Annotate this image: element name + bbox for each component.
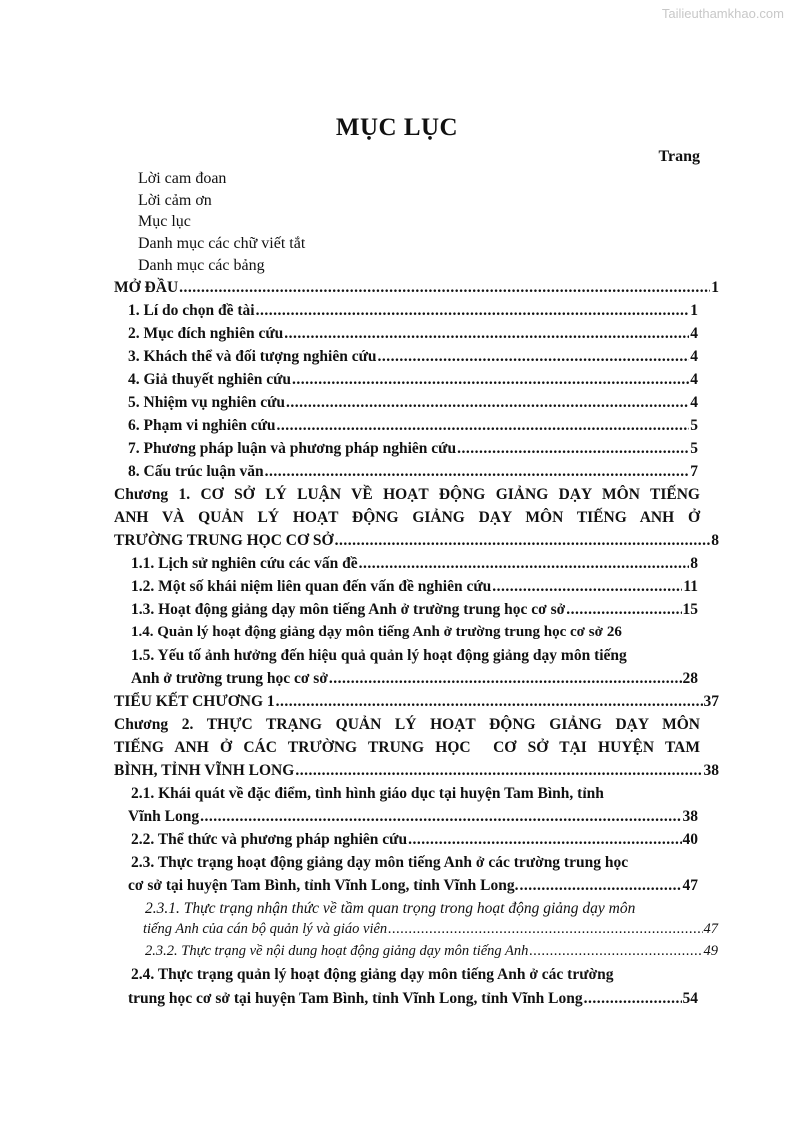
toc-entry-text: trung học cơ sở tại huyện Tam Bình, tỉnh Vĩnh Long, tỉnh Vĩnh Long [128, 990, 583, 1007]
toc-entry[interactable] [128, 325, 698, 343]
toc-entry[interactable] [128, 394, 698, 412]
toc-chapter-1-line-2[interactable]: ANH VÀ QUẢN LÝ HOẠT ĐỘNG GIẢNG DẠY MÔN TIẾNG ANH Ở [114, 509, 700, 526]
toc-page-number: 4 [690, 394, 698, 411]
toc-entry[interactable] [128, 302, 698, 320]
front-matter-item: Lời cam đoan [138, 170, 227, 187]
toc-entry-text: Anh ở trường trung học cơ sở [131, 670, 328, 687]
toc-entry-2-3-line-2[interactable] [128, 877, 698, 895]
toc-entry[interactable] [145, 943, 718, 960]
toc-entry[interactable] [131, 555, 698, 573]
toc-entry-text: 3. Khách thể và đối tượng nghiên cứu [128, 348, 377, 365]
toc-entry-text: TRƯỜNG TRUNG HỌC CƠ SỞ [114, 532, 334, 549]
toc-entry-text: cơ sở tại huyện Tam Bình, tỉnh Vĩnh Long, tỉnh Vĩnh Long. [128, 877, 519, 894]
toc-entry-text: 4. Giả thuyết nghiên cứu [128, 371, 292, 388]
toc-page-number: 28 [682, 670, 698, 687]
toc-page-number: 4 [690, 371, 698, 388]
toc-page-number: 15 [682, 601, 698, 618]
toc-page-number: 8 [711, 532, 719, 549]
toc-entry[interactable] [131, 624, 698, 641]
toc-entry-text: 1. Lí do chọn đề tài [128, 302, 255, 319]
toc-entry-2-3-1-line-1[interactable]: 2.3.1. Thực trạng nhận thức về tầm quan trọng trong hoạt động giảng dạy môn [145, 900, 636, 917]
toc-entry-text: TIỂU KẾT CHƯƠNG 1 [114, 693, 275, 710]
toc-page-number: 7 [690, 463, 698, 480]
toc-entry-text: 1.2. Một số khái niệm liên quan đến vấn đề nghiên cứu [131, 578, 492, 595]
toc-page-number: 1 [711, 279, 719, 296]
toc-page-number: 5 [690, 440, 698, 457]
toc-entry-mo-dau[interactable] [114, 279, 719, 297]
toc-chapter-1-line-3[interactable] [114, 532, 719, 550]
toc-entry-text: 2.2. Thể thức và phương pháp nghiên cứu [131, 831, 408, 848]
toc-entry-text: 7. Phương pháp luận và phương pháp nghiên cứu [128, 440, 457, 457]
toc-entry-2-4-line-1[interactable]: 2.4. Thực trạng quản lý hoạt động giảng dạy môn tiếng Anh ở các trường [131, 966, 614, 983]
toc-entry-1-5-line-2[interactable] [131, 670, 698, 688]
toc-entry[interactable] [128, 440, 698, 458]
toc-entry-text: tiếng Anh của cán bộ quản lý và giáo viên [143, 921, 388, 937]
toc-entry-text: 1.4. Quản lý hoạt động giảng dạy môn tiếng Anh ở trường trung học cơ sở [131, 624, 603, 640]
toc-entry-text: Vĩnh Long [128, 808, 200, 825]
toc-page-number: 40 [682, 831, 698, 848]
toc-chapter-2-line-3[interactable] [114, 762, 719, 780]
toc-entry[interactable] [131, 601, 698, 619]
page-title: MỤC LỤC [335, 114, 459, 141]
toc-entry[interactable] [128, 463, 698, 481]
toc-entry-2-4-line-2[interactable] [128, 990, 698, 1008]
toc-entry[interactable] [128, 417, 698, 435]
toc-chapter-2-line-1[interactable]: Chương 2. THỰC TRẠNG QUẢN LÝ HOẠT ĐỘNG GIẢNG DẠY MÔN [114, 716, 700, 733]
toc-entry-tieu-ket-1[interactable] [114, 693, 719, 711]
toc-page-number: 11 [683, 578, 698, 595]
watermark: Tailieuthamkhao.com [661, 6, 784, 21]
toc-page-number: 38 [703, 762, 719, 779]
toc-entry-2-1-line-1[interactable]: 2.1. Khái quát về đặc điểm, tình hình giáo dục tại huyện Tam Bình, tỉnh [131, 785, 604, 802]
toc-page-number: 4 [690, 348, 698, 365]
toc-entry-text: BÌNH, TỈNH VĨNH LONG [114, 762, 295, 779]
toc-page-number: 37 [703, 693, 719, 710]
front-matter-item: Mục lục [138, 213, 191, 230]
toc-page-number: 4 [690, 325, 698, 342]
front-matter-item: Danh mục các chữ viết tắt [138, 235, 306, 252]
toc-entry[interactable] [131, 831, 698, 849]
toc-page-number: 47 [703, 921, 718, 937]
toc-page-number: 38 [682, 808, 698, 825]
toc-entry-text: 2. Mục đích nghiên cứu [128, 325, 284, 342]
toc-entry[interactable] [131, 578, 698, 596]
front-matter-item: Danh mục các bảng [138, 257, 265, 274]
toc-entry-text: 6. Phạm vi nghiên cứu [128, 417, 276, 434]
toc-page-number: 26 [606, 624, 622, 640]
toc-page-number: 54 [682, 990, 698, 1007]
toc-entry[interactable] [128, 348, 698, 366]
front-matter-item: Lời cảm ơn [138, 192, 212, 209]
toc-page-number: 49 [703, 943, 718, 959]
toc-entry-text: 5. Nhiệm vụ nghiên cứu [128, 394, 286, 411]
toc-page-number: 1 [690, 302, 698, 319]
toc-entry-text: 2.3.2. Thực trạng về nội dung hoạt động giảng dạy môn tiếng Anh [145, 943, 529, 959]
toc-page-number: 8 [690, 555, 698, 572]
toc-entry-1-5-line-1[interactable]: 1.5. Yếu tố ảnh hưởng đến hiệu quả quản lý hoạt động giảng dạy môn tiếng [131, 647, 627, 664]
toc-page-number: 47 [682, 877, 698, 894]
toc-chapter-2-line-2[interactable]: TIẾNG ANH Ở CÁC TRƯỜNG TRUNG HỌC CƠ SỞ TẠI HUYỆN TAM [114, 739, 700, 756]
toc-entry[interactable] [128, 371, 698, 389]
toc-entry-text: 8. Cấu trúc luận văn [128, 463, 264, 480]
toc-entry-text: 1.1. Lịch sử nghiên cứu các vấn đề [131, 555, 358, 572]
toc-chapter-1-line-1[interactable]: Chương 1. CƠ SỞ LÝ LUẬN VỀ HOẠT ĐỘNG GIẢNG DẠY MÔN TIẾNG [114, 486, 700, 503]
toc-entry-2-1-line-2[interactable] [128, 808, 698, 826]
toc-entry-text: 1.3. Hoạt động giảng dạy môn tiếng Anh ở trường trung học cơ sở [131, 601, 566, 618]
toc-entry-2-3-line-1[interactable]: 2.3. Thực trạng hoạt động giảng dạy môn tiếng Anh ở các trường trung học [131, 854, 629, 871]
toc-page-number: 5 [690, 417, 698, 434]
toc-entry-2-3-1-line-2[interactable] [143, 921, 718, 938]
page-column-label: Trang [658, 148, 700, 165]
toc-entry-text: MỞ ĐẦU [114, 279, 179, 296]
